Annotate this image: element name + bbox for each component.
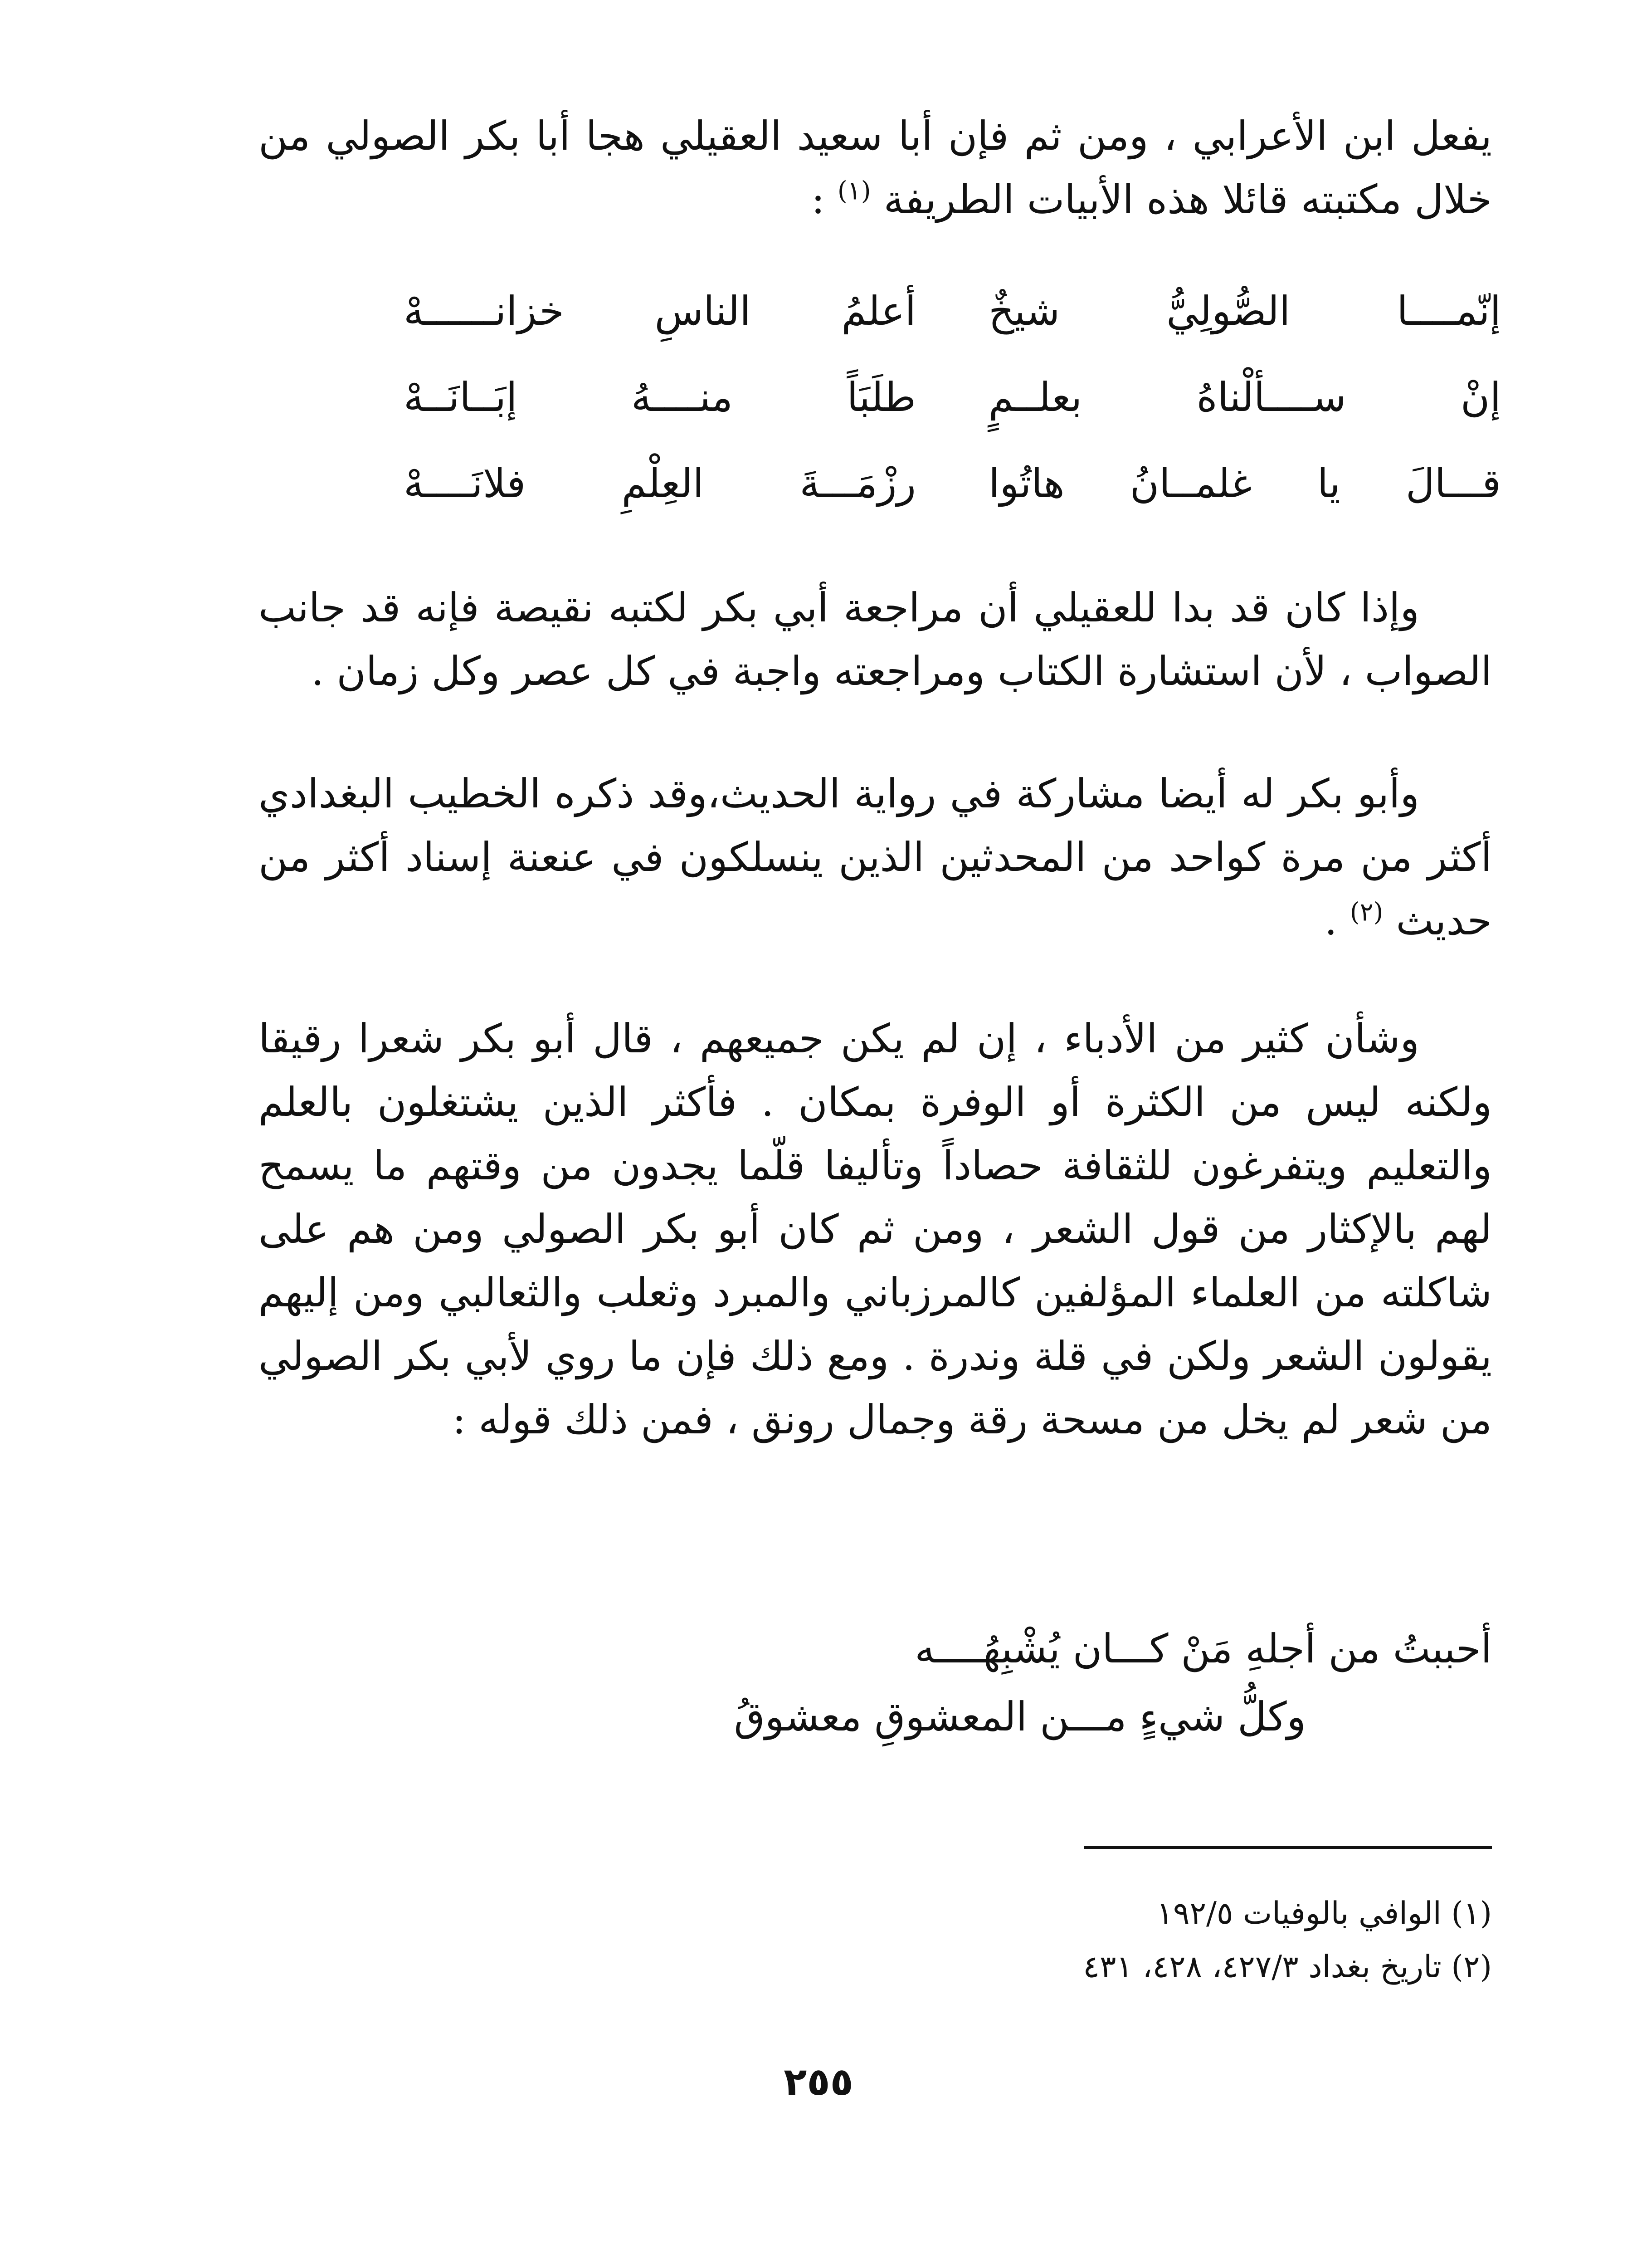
paragraph-2 [258, 576, 1492, 703]
paragraph-1 [258, 104, 1492, 231]
page-number: ٢٥٥ [784, 2059, 853, 2104]
poem-1-verse-1 [404, 268, 1501, 354]
poem-1-verse-3-second-hemistich: رزْمَـــةَ العِلْمِ فلانَــــهْ [404, 459, 916, 507]
poem-1-verse-1-first-hemistich: إنّمــــا الصُّولِيُّ شيخٌ [989, 287, 1501, 334]
poem-1-verse-2 [404, 354, 1501, 440]
poem-1-verse-1-second-hemistich: أعلمُ الناسِ خزانــــــهْ [404, 287, 916, 334]
poem-2-line-2: وكلُّ شيءٍ مـــن المعشوقِ معشوقُ [734, 1693, 1306, 1740]
footnote-2: (٢) تاريخ بغداد ٤٢٧/٣، ٤٢٨، ٤٣١ [1083, 1949, 1492, 1985]
paragraph-1-colon: : [811, 176, 825, 223]
paragraph-4 [258, 1007, 1492, 1452]
footnote-divider [1084, 1846, 1492, 1849]
poem-2 [734, 1615, 1492, 1751]
footnotes [1083, 1887, 1492, 1994]
poem-1-verse-2-second-hemistich: طلَبَاً منــــهُ إبَــانَــهْ [404, 373, 916, 420]
poem-1-verse-3 [404, 440, 1501, 526]
poem-2-line-1: أحببتُ من أجلهِ مَنْ كـــان يُشْبِهُــــه [915, 1625, 1492, 1672]
paragraph-3 [258, 762, 1492, 953]
paragraph-1-text: يفعل ابن الأعرابي ، ومن ثم فإن أبا سعيد العقيلي هجا أبا بكر الصولي من خلال مكتبته قائلا هذه الأبيات الطريفة [258, 112, 1492, 223]
poem-1-verse-2-first-hemistich: إنْ ســــألْناهُ بعلــمٍ [989, 373, 1501, 420]
footnote-ref-2: (٢) [1350, 897, 1384, 927]
paragraph-3-period: . [1324, 897, 1337, 944]
poem-1 [404, 268, 1501, 526]
paragraph-3-text: وأبو بكر له أيضا مشاركة في رواية الحديث،وقد ذكره الخطيب البغدادي أكثر من مرة كواحد من المحدثين الذين ينسلكون في عنعنة إسناد أكثر من حديث [258, 770, 1492, 944]
footnote-ref-1: (١) [837, 176, 871, 206]
footnote-1: (١) الوافي بالوفيات ١٩٢/٥ [1156, 1896, 1492, 1931]
poem-1-verse-3-first-hemistich: قـــالَ يا غلمــانُ هاتُوا [989, 459, 1501, 507]
paragraph-4-text: وشأن كثير من الأدباء ، إن لم يكن جميعهم ، قال أبو بكر شعرا رقيقا ولكنه ليس من الكثرة أو الوفرة بمكان . فأكثر الذين يشتغلون بالعلم والتعليم ويتفرغون للثقافة حصاداً وتأليفا قلّما يجدون من وقتهم ما يسمح لهم بالإكثار من قول الشعر ، ومن ثم كان أبو بكر الصولي ومن هم على شاكلته من العلماء المؤلفين كالمرزباني والمبرد وثعلب والثعالبي ومن إليهم يقولون الشعر ولكن في قلة وندرة . ومع ذلك فإن ما روي لأبي بكر الصولي من شعر لم يخل من مسحة رقة وجمال رونق ، فمن ذلك قوله : [258, 1015, 1492, 1443]
paragraph-2-text: وإذا كان قد بدا للعقيلي أن مراجعة أبي بكر لكتبه نقيصة فإنه قد جانب الصواب ، لأن استشارة الكتاب ومراجعته واجبة في كل عصر وكل زمان . [258, 584, 1492, 694]
